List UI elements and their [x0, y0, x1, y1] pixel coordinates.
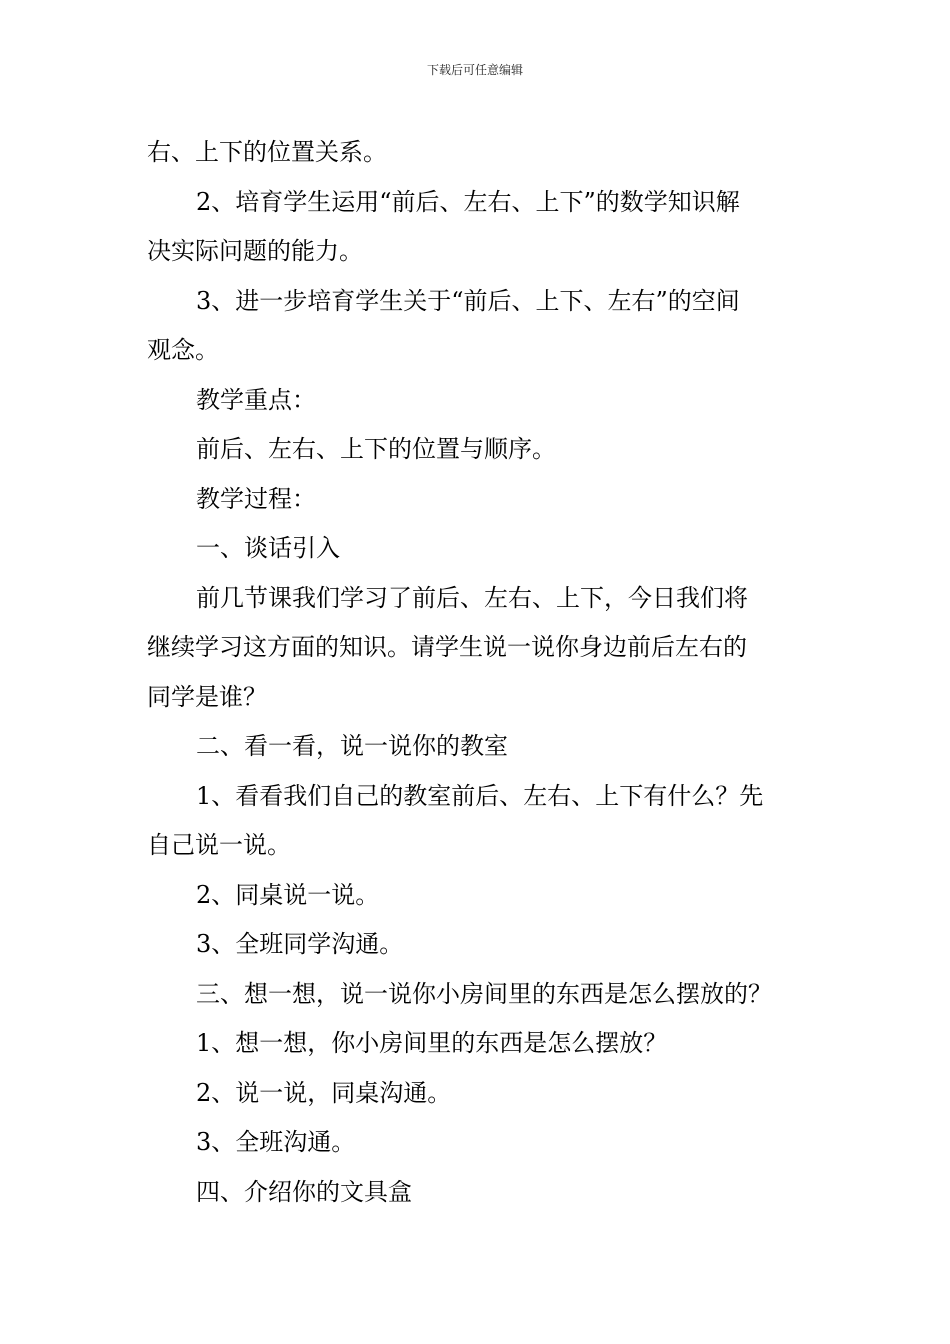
text-line: 前后、左右、上下的位置与顺序。	[196, 435, 556, 463]
page-header: 下载后可任意编辑	[426, 63, 523, 77]
text-line: 1、看看我们自己的教室前后、左右、上下有什么？先	[196, 781, 764, 810]
section-heading-4: 四、介绍你的文具盒	[196, 1177, 412, 1206]
text-line: 前几节课我们学习了前后、左右、上下，今日我们将	[196, 583, 748, 612]
text-line: 3、全班沟通。	[196, 1128, 356, 1156]
section-heading-3: 三、想一想，说一说你小房间里的东西是怎么摆放的？	[196, 979, 772, 1008]
text-line: 1、想一想，你小房间里的东西是怎么摆放？	[196, 1029, 668, 1057]
text-line: 自己说一说。	[147, 831, 291, 859]
text-line: 观念。	[147, 336, 219, 364]
section-heading-2: 二、看一看，说一说你的教室	[196, 732, 508, 760]
document-body	[147, 128, 807, 1217]
text-line: 2、同桌说一说。	[196, 880, 380, 909]
text-line: 2、说一说，同桌沟通。	[196, 1078, 452, 1107]
text-line: 右、上下的位置关系。	[147, 138, 387, 166]
section-heading-process: 教学过程：	[196, 484, 316, 513]
section-heading-1: 一、谈话引入	[196, 534, 340, 562]
text-line: 决实际问题的能力。	[147, 237, 363, 265]
text-line: 继续学习这方面的知识。请学生说一说你身边前后左右的	[147, 633, 747, 661]
text-line: 同学是谁？	[147, 682, 267, 711]
text-line: 3、进一步培育学生关于“前后、上下、左右”的空间	[196, 286, 740, 315]
text-line: 3、全班同学沟通。	[196, 930, 404, 958]
section-heading-key-points: 教学重点：	[196, 385, 316, 414]
text-line: 2、培育学生运用“前后、左右、上下”的数学知识解	[196, 187, 740, 216]
